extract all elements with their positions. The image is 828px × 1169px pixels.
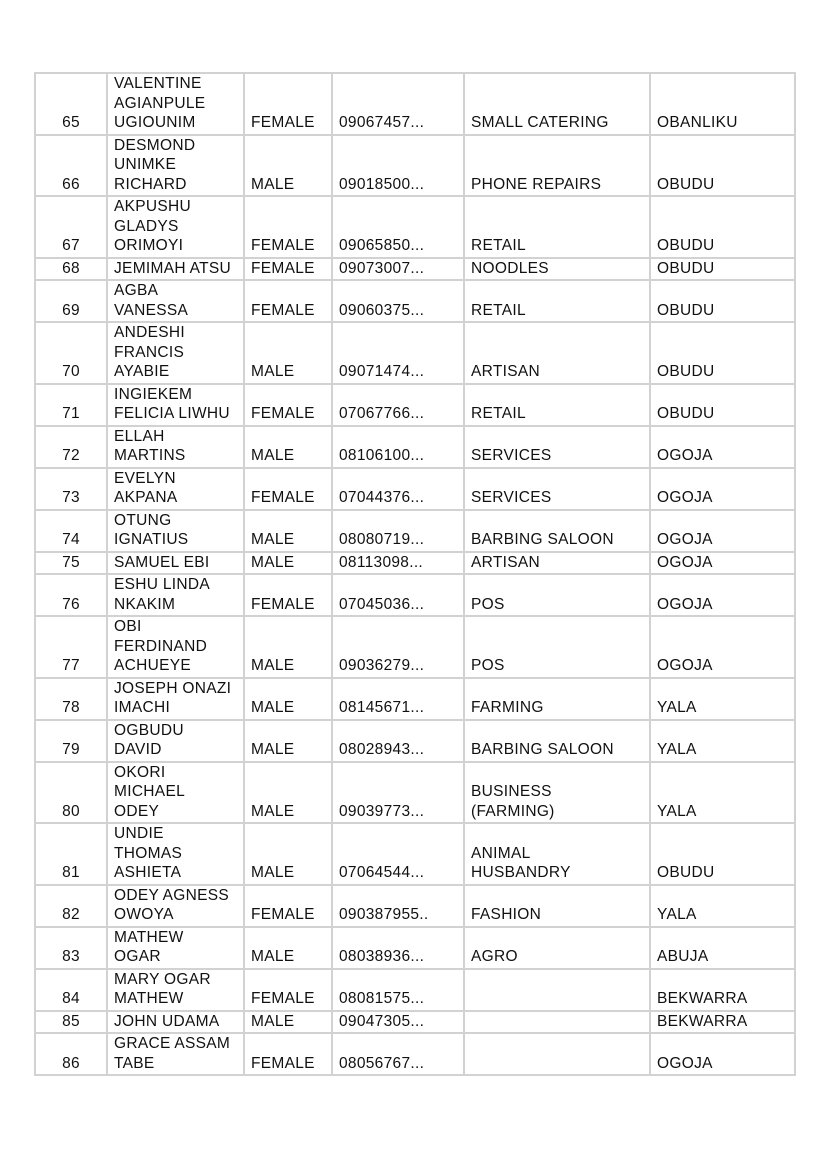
phone-cell: 09073007... [332,258,464,281]
table-row [35,73,795,135]
location-cell: BEKWARRA [650,1011,795,1034]
name-cell: MATHEW OGAR [107,927,244,969]
business-cell: FASHION [464,885,650,927]
name-cell: ESHU LINDA NKAKIM [107,574,244,616]
name-cell: DESMOND UNIMKE RICHARD [107,135,244,197]
table-row [35,762,795,824]
phone-cell: 090387955.. [332,885,464,927]
phone-cell: 09047305... [332,1011,464,1034]
business-cell: BUSINESS (FARMING) [464,762,650,824]
phone-cell: 07067766... [332,384,464,426]
name-cell: GRACE ASSAM TABE [107,1033,244,1075]
serial-number-cell: 65 [35,73,107,135]
table-row [35,196,795,258]
name-cell: JEMIMAH ATSU [107,258,244,281]
business-cell: ARTISAN [464,322,650,384]
table-row [35,322,795,384]
business-cell: RETAIL [464,384,650,426]
phone-cell: 08028943... [332,720,464,762]
location-cell: ABUJA [650,927,795,969]
location-cell: OGOJA [650,510,795,552]
phone-cell: 08113098... [332,552,464,575]
location-cell: OBUDU [650,823,795,885]
business-cell: FARMING [464,678,650,720]
phone-cell: 08106100... [332,426,464,468]
phone-cell: 09036279... [332,616,464,678]
serial-number-cell: 82 [35,885,107,927]
serial-number-cell: 68 [35,258,107,281]
name-cell: AKPUSHU GLADYS ORIMOYI [107,196,244,258]
location-cell: OBUDU [650,384,795,426]
location-cell: OGOJA [650,574,795,616]
business-cell [464,969,650,1011]
table-row [35,574,795,616]
location-cell: OGOJA [650,468,795,510]
table-row [35,384,795,426]
phone-cell: 09060375... [332,280,464,322]
table-row [35,678,795,720]
business-cell: BARBING SALOON [464,510,650,552]
serial-number-cell: 72 [35,426,107,468]
name-cell: EVELYN AKPANA [107,468,244,510]
table-row [35,135,795,197]
location-cell: OGOJA [650,426,795,468]
serial-number-cell: 74 [35,510,107,552]
location-cell: OBUDU [650,196,795,258]
name-cell: UNDIE THOMAS ASHIETA [107,823,244,885]
phone-cell: 08080719... [332,510,464,552]
phone-cell: 09065850... [332,196,464,258]
serial-number-cell: 70 [35,322,107,384]
business-cell: BARBING SALOON [464,720,650,762]
serial-number-cell: 69 [35,280,107,322]
phone-cell: 08038936... [332,927,464,969]
table-row [35,616,795,678]
serial-number-cell: 75 [35,552,107,575]
name-cell: OBI FERDINAND ACHUEYE [107,616,244,678]
serial-number-cell: 85 [35,1011,107,1034]
gender-cell: MALE [244,510,332,552]
location-cell: YALA [650,762,795,824]
table-row [35,720,795,762]
gender-cell: MALE [244,322,332,384]
serial-number-cell: 84 [35,969,107,1011]
name-cell: ANDESHI FRANCIS AYABIE [107,322,244,384]
location-cell: OBUDU [650,280,795,322]
business-cell: POS [464,616,650,678]
name-cell: OTUNG IGNATIUS [107,510,244,552]
gender-cell: FEMALE [244,1033,332,1075]
phone-cell: 07064544... [332,823,464,885]
name-cell: AGBA VANESSA [107,280,244,322]
location-cell: OGOJA [650,616,795,678]
business-cell: NOODLES [464,258,650,281]
table-row [35,969,795,1011]
gender-cell: FEMALE [244,280,332,322]
location-cell: OBUDU [650,258,795,281]
phone-cell: 08081575... [332,969,464,1011]
business-cell: SMALL CATERING [464,73,650,135]
gender-cell: FEMALE [244,73,332,135]
table-row [35,426,795,468]
name-cell: SAMUEL EBI [107,552,244,575]
location-cell: OBUDU [650,135,795,197]
location-cell: BEKWARRA [650,969,795,1011]
table-row [35,280,795,322]
gender-cell: FEMALE [244,468,332,510]
phone-cell: 09071474... [332,322,464,384]
business-cell: RETAIL [464,280,650,322]
gender-cell: FEMALE [244,574,332,616]
table-row [35,468,795,510]
table-row [35,1033,795,1075]
gender-cell: MALE [244,1011,332,1034]
serial-number-cell: 66 [35,135,107,197]
serial-number-cell: 76 [35,574,107,616]
name-cell: ELLAH MARTINS [107,426,244,468]
phone-cell: 09039773... [332,762,464,824]
serial-number-cell: 78 [35,678,107,720]
table-row [35,885,795,927]
gender-cell: MALE [244,426,332,468]
phone-cell: 08056767... [332,1033,464,1075]
gender-cell: FEMALE [244,969,332,1011]
serial-number-cell: 77 [35,616,107,678]
beneficiaries-table [34,72,796,1076]
name-cell: ODEY AGNESS OWOYA [107,885,244,927]
location-cell: OBUDU [650,322,795,384]
table-row [35,258,795,281]
business-cell [464,1011,650,1034]
name-cell: JOSEPH ONAZI IMACHI [107,678,244,720]
table-row [35,927,795,969]
serial-number-cell: 80 [35,762,107,824]
business-cell: SERVICES [464,468,650,510]
serial-number-cell: 71 [35,384,107,426]
gender-cell: MALE [244,135,332,197]
phone-cell: 07044376... [332,468,464,510]
business-cell: PHONE REPAIRS [464,135,650,197]
gender-cell: MALE [244,762,332,824]
table-row [35,552,795,575]
gender-cell: FEMALE [244,384,332,426]
name-cell: OGBUDU DAVID [107,720,244,762]
phone-cell: 07045036... [332,574,464,616]
name-cell: VALENTINE AGIANPULE UGIOUNIM [107,73,244,135]
gender-cell: FEMALE [244,196,332,258]
location-cell: YALA [650,678,795,720]
gender-cell: MALE [244,823,332,885]
gender-cell: FEMALE [244,885,332,927]
location-cell: OGOJA [650,1033,795,1075]
business-cell: AGRO [464,927,650,969]
business-cell: SERVICES [464,426,650,468]
gender-cell: FEMALE [244,258,332,281]
location-cell: YALA [650,885,795,927]
location-cell: OBANLIKU [650,73,795,135]
serial-number-cell: 67 [35,196,107,258]
name-cell: MARY OGAR MATHEW [107,969,244,1011]
business-cell: POS [464,574,650,616]
business-cell: ANIMAL HUSBANDRY [464,823,650,885]
gender-cell: MALE [244,616,332,678]
gender-cell: MALE [244,927,332,969]
gender-cell: MALE [244,720,332,762]
phone-cell: 08145671... [332,678,464,720]
business-cell: ARTISAN [464,552,650,575]
serial-number-cell: 79 [35,720,107,762]
serial-number-cell: 81 [35,823,107,885]
business-cell [464,1033,650,1075]
name-cell: JOHN UDAMA [107,1011,244,1034]
gender-cell: MALE [244,678,332,720]
phone-cell: 09067457... [332,73,464,135]
table-body [35,73,795,1075]
serial-number-cell: 73 [35,468,107,510]
table-row [35,823,795,885]
business-cell: RETAIL [464,196,650,258]
serial-number-cell: 86 [35,1033,107,1075]
serial-number-cell: 83 [35,927,107,969]
name-cell: INGIEKEM FELICIA LIWHU [107,384,244,426]
name-cell: OKORI MICHAEL ODEY [107,762,244,824]
phone-cell: 09018500... [332,135,464,197]
table-row [35,510,795,552]
gender-cell: MALE [244,552,332,575]
table-row [35,1011,795,1034]
location-cell: OGOJA [650,552,795,575]
location-cell: YALA [650,720,795,762]
